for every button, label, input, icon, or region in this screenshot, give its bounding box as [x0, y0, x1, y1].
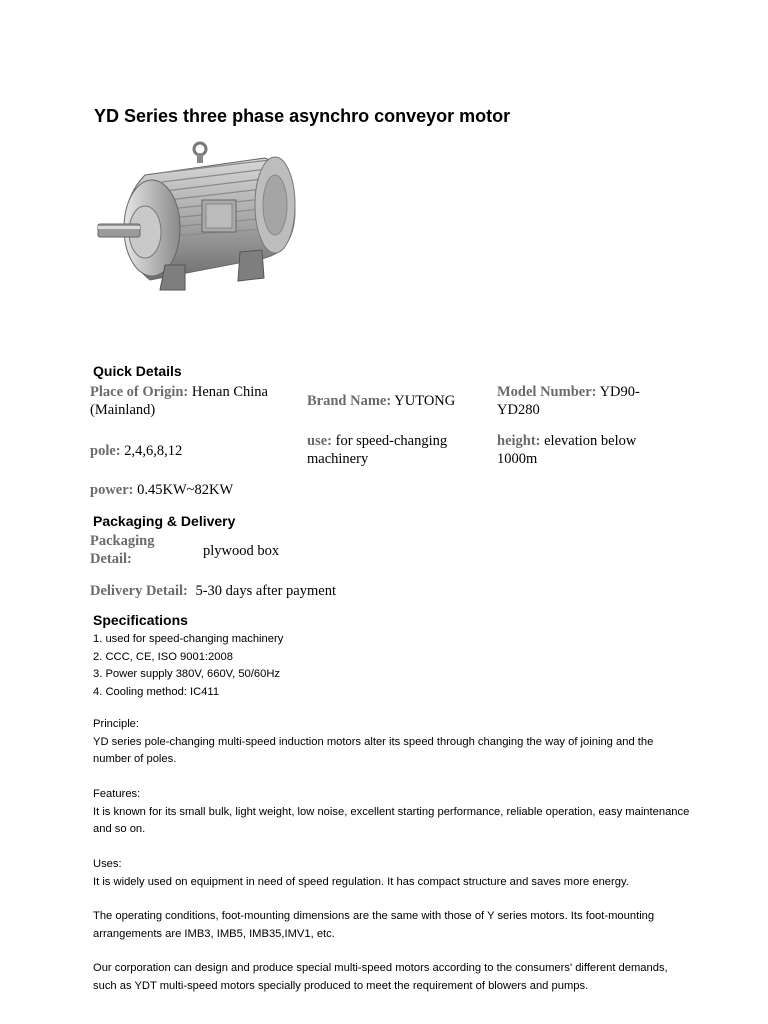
corporation-paragraph: Our corporation can design and produce special multi-speed motors according to the consumers' different demands, such as YDT multi-speed motors specially produced to meet the requirement of blowers and pumps.: [93, 962, 668, 992]
spec-list: [93, 631, 693, 701]
spec-item: 3. Power supply 380V, 660V, 50/60Hz: [93, 668, 281, 680]
pole-value: 2,4,6,8,12: [124, 443, 183, 459]
features-label: Features:: [93, 788, 141, 800]
height-label: height:: [497, 433, 541, 449]
brand-name-label: Brand Name:: [307, 393, 392, 409]
conditions-paragraph: The operating conditions, foot-mounting dimensions are the same with those of Y series motors. Its foot-mounting arrangements are IMB3, IMB5, IMB35,IMV1, etc.: [93, 910, 655, 940]
uses-label: Uses:: [93, 858, 122, 870]
uses-section: [93, 856, 693, 891]
features-section: [93, 786, 693, 839]
principle-label: Principle:: [93, 718, 140, 730]
spec-item: 1. used for speed-changing machinery: [93, 633, 284, 645]
quick-details-heading: Quick Details: [93, 363, 182, 379]
power-value: 0.45KW~82KW: [137, 482, 234, 498]
principle-text: YD series pole-changing multi-speed induction motors alter its speed through changing the way of joining and the number of poles.: [93, 735, 654, 765]
spec-item: 4. Cooling method: IC411: [93, 685, 220, 698]
pole: [90, 442, 290, 460]
packaging-detail-value: plywood box: [203, 543, 280, 559]
principle-section: [93, 716, 693, 769]
pole-label: pole:: [90, 443, 121, 459]
spec-item: 2. CCC, CE, ISO 9001:2008: [93, 650, 233, 663]
height-value: elevation below 1000m: [497, 433, 637, 467]
packaging-detail-label: Packaging Detail:: [90, 533, 155, 567]
packaging-heading: Packaging & Delivery: [93, 513, 236, 529]
power: [90, 481, 390, 499]
motor-image: [90, 140, 305, 295]
place-of-origin-value: Henan China (Mainland): [90, 384, 268, 418]
specifications-heading: Specifications: [93, 612, 188, 628]
uses-text: It is widely used on equipment in need of speed regulation. It has compact structure and saves more energy.: [93, 875, 629, 888]
use-value: for speed-changing machinery: [307, 433, 448, 467]
features-text: It is known for its small bulk, light weight, low noise, excellent starting performance, reliable operation, easy maintenance and so on.: [93, 805, 690, 835]
delivery-detail-label: Delivery Detail:: [90, 583, 188, 599]
power-label: power:: [90, 482, 134, 498]
model-number-value: YD90-YD280: [497, 384, 640, 418]
use-label: use:: [307, 433, 332, 449]
page-title: YD Series three phase asynchro conveyor motor: [94, 106, 511, 126]
model-number: [497, 383, 662, 419]
delivery-detail: [90, 582, 490, 600]
use: [307, 432, 487, 468]
model-number-label: Model Number:: [497, 384, 597, 400]
delivery-detail-value: 5-30 days after payment: [195, 583, 336, 599]
place-of-origin-label: Place of Origin:: [90, 384, 189, 400]
brand-name: [307, 392, 487, 410]
brand-name-value: YUTONG: [394, 393, 456, 409]
height: [497, 432, 672, 468]
place-of-origin: [90, 383, 290, 419]
